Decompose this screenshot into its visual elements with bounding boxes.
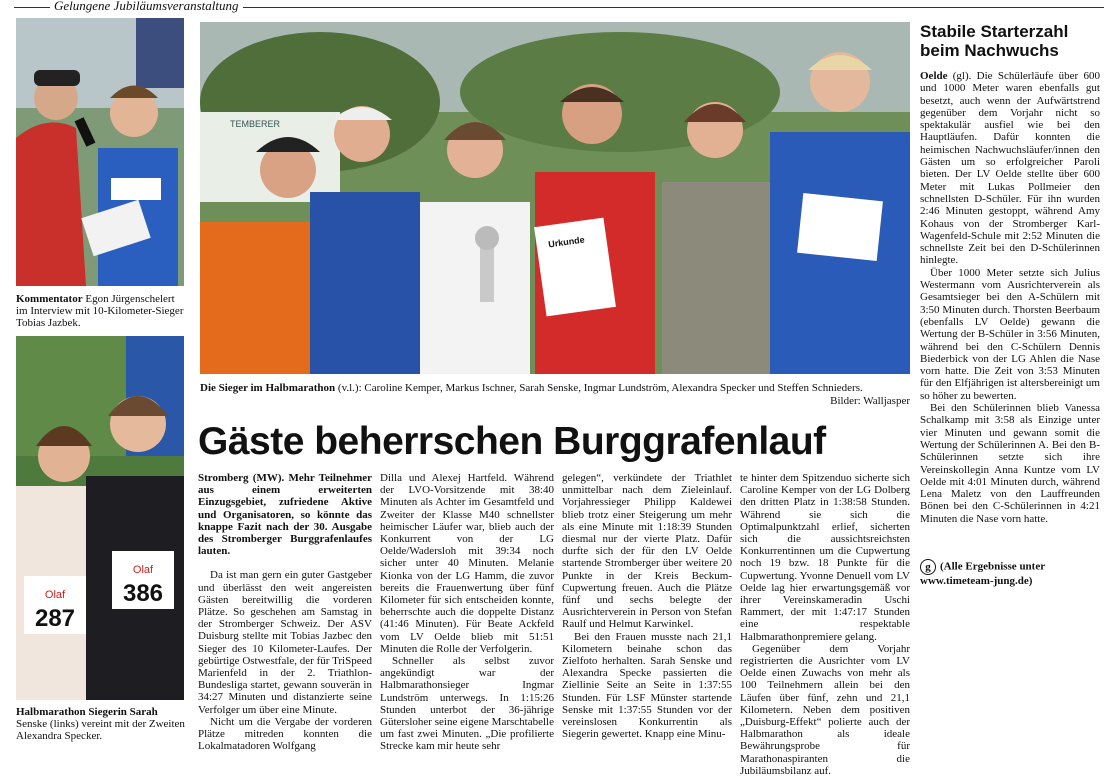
article-column-4 <box>740 472 910 777</box>
svg-text:Olaf: Olaf <box>132 564 154 576</box>
interview-caption-text: Egon Jürgenschelert im Interview mit 10-Kilometer-Sieger Tobias Jazbek. <box>16 293 184 329</box>
women-caption-label: Halbmarathon Siegerin Sarah <box>16 706 158 718</box>
interview-caption-label: Kommentator <box>16 293 83 305</box>
results-link-text: (Alle Ergebnisse unter www.timeteam-jung.de) <box>920 560 1045 587</box>
women-photo <box>16 336 184 700</box>
sidebar-paragraph <box>920 70 1100 267</box>
article-paragraph: gelegen“, verkündete der Triathlet unmittelbar nach dem Zieleinlauf. Vorjahressieger Philipp Kaldewei blieb trotz einer Steigerung um mehr als eine Minute mit 1:18:39 Stunden diesmal nur der vierte Platz. Dafür durfte sich der für den LV Oelde startende Stromberger über weitere 20 Punkte in der Kreis Beckum-Cupwertung freuen. Auch die Plätze fünf und sechs belegte der Ausrichterverein in Person von Stefan Raulf und Helmut Karwinkel. <box>562 472 732 631</box>
winners-caption-text: (v.l.): Caroline Kemper, Markus Ischner, Sarah Senske, Ingmar Lundström, Alexandra Specker und Steffen Schnieders. <box>335 382 863 394</box>
photo-credit: Bilder: Walljasper <box>830 395 910 407</box>
article-paragraph: te hinter dem Spitzenduo sicherte sich Caroline Kemper von der LG Dolberg den dritten Platz in 1:38:58 Stunden. Während sie sich die Optimalpunktzahl erlief, sicherten sich die aussichtsreichsten Konkurrentinnen um die Cupwertung noch 19 bzw. 18 Punkte für die Cupwertung. Yvonne Denuell vom LV Oelde lag hier erwartungsgemäß vor ihrer Vereinskameradin Uschi Rammert, der mit 1:47:17 Stunden eine respektable Halbmarathonpremiere gelang. <box>740 472 910 643</box>
interview-caption <box>16 293 186 329</box>
sidebar-paragraph-text: (gl). Die Schülerläufe über 600 und 1000 Meter waren ebenfalls gut besetzt, auch wenn der Aufwärtstrend gegenüber dem Vorjahr nicht so spektakulär ausfiel wie bei den Hauptläufen. Dafür konnten die heimischen Nachwuchsläufer/innen den Gästen um so erfolgreicher Paroli bieten. Der LV Oelde stellte über 600 Meter mit Lukas Pollmeier den schnellsten D-Schüler. Für ihn wurden 2:46 Minuten gestoppt, während Amy Kohaus von der Stromberger Karl-Wagenfeld-Schule mit 2:52 Minuten die schnellste Zeit bei den D-Schülerinnen hinlegte. <box>920 70 1100 267</box>
section-header <box>14 0 1108 14</box>
article-lead: Stromberg (MW). Mehr Teilnehmer aus einem erweiterten Einzugsgebiet, zufriedene Aktive und Organisatoren, so könnte das knappe Fazit nach der 30. Ausgabe des Stromberger Burggrafenlaufes lauten. <box>198 472 372 558</box>
article-paragraph: Schneller als selbst zuvor angekündigt war der Halbmarathonsieger Ingmar Lundström unterwegs. In 1:15:26 Stunden unterbot der 36-jährige Gütersloher seine eigene Marschtabelle um fast zwei Minuten. „Die profilierte Strecke kam mir heute sehr <box>380 655 554 753</box>
sidebar-paragraph: Über 1000 Meter setzte sich Julius Westermann vom Ausrichterverein als Gesamtsieger bei den A-Schülern mit 3:50 Minuten durch. Thorsten Beerbaum (ebenfalls LV Oelde) gewann die Wertung der B-Schüler in 3:56 Minuten, während bei den C-Schülern Dennis Biederbick von der LG Ahlen die Nase vorn hatte. Die Zeit von 3:53 Minuten für den Elfjährigen ist altersbereinigt um so höher zu bewerten. <box>920 266 1100 402</box>
winners-caption <box>200 382 910 394</box>
article-paragraph: Dilla und Alexej Hartfeld. Während der LVO-Vorsitzende mit 38:40 Minuten als Achter im Gesamtfeld und Zweiter der Klasse M40 schnellster heimischer Läufer war, blieb auch der Konkurrent von der LG Oelde/Wadersloh mit 39:34 noch sicher unter 40 Minuten. Melanie Kionka von der LG Hamm, die zuvor bereits die Frauenwertung über fünf Kilometer für sich entscheiden konnte, beherrschte auch die doppelte Distanz (41:46 Minuten). Für Beate Ackfeld vom LV Oelde blieb mit 51:51 Minuten die Rolle der Verfolgerin. <box>380 472 554 655</box>
banner-text: TEMBERER <box>230 119 281 129</box>
women-caption <box>16 706 188 742</box>
sidebar-paragraph: Bei den Schülerinnen blieb Vanessa Schalkamp mit 3:58 als Einzige unter vier Minuten und gewann somit die Wertung der Schülerinnen A. Bei den B-Schülerinnen setzte sich ihre Vereinskollegin Anna Kuntze vom LV Oelde mit 4:01 Minuten durch, während Lena Maletz von den Lauffreunden Bönen bei den C-Schülerinnen in 4:21 Minuten die Nase vorn hatte. <box>920 402 1100 525</box>
article-column-1 <box>198 472 372 752</box>
article-column-2 <box>380 472 554 753</box>
women-bib-2: 386 <box>122 580 164 607</box>
source-logo-icon: g <box>920 559 936 575</box>
article-paragraph: Da ist man gern ein guter Gastgeber und überlässt den weit angereisten Gästen bereitwillig die vorderen Plätze. So geschehen am Samstag in der Stromberger Schweiz. Der ASV Duisburg stellte mit Tobias Jazbec den Sieger des 10 Kilometer-Laufes. Der gebürtige Ostwestfale, der für TriSpeed Marienfeld in der 2. Triathlon-Bundesliga startet, gewann souverän in 34:27 Minuten und distanzierte seine Verfolger um über eine Minute. <box>198 569 372 716</box>
interview-photo <box>16 18 184 286</box>
sidebar-dateline: Oelde <box>920 70 948 82</box>
article-headline: Gäste beherrschen Burggrafenlauf <box>198 420 826 463</box>
women-caption-text: Senske (links) vereint mit der Zweiten Alexandra Specker. <box>16 718 185 742</box>
sidebar-text <box>920 70 1100 525</box>
article-paragraph: Gegenüber dem Vorjahr registrierten die Ausrichter vom LV Oelde einen Zuwachs von mehr als 100 Teilnehmern allein bei den Läufen über fünf, zehn und 21,1 Kilometern. Neben dem positiven „Duisburg-Effekt“ polierte auch der Halbmarathon als ideale Bewährungsprobe für Marathonaspiranten die Jubiläumsbilanz auf. <box>740 642 910 777</box>
svg-text:Olaf: Olaf <box>44 589 66 601</box>
article-column-3 <box>562 472 732 740</box>
sidebar-title: Stabile Starterzahl beim Nachwuchs <box>920 22 1069 60</box>
women-bib-1: 287 <box>34 605 76 632</box>
article-paragraph: Bei den Frauen musste nach 21,1 Kilometern beinahe schon das Zielfoto herhalten. Sarah Senske und Alexandra Specke passierten die Ziellinie Seite an Seite in 1:37:55 Stunden. Für LSF Münster startende Senske mit 1:37:55 Stunden vor der vereinslosen Konkurrentin als Siegerin gewertet. Knapp eine Minu- <box>562 630 732 741</box>
article-paragraph: Nicht um die Vergabe der vorderen Plätze mitreden konnten die Lokalmatadoren Wolfgang <box>198 715 372 753</box>
section-kicker: Gelungene Jubiläumsveranstaltung <box>50 0 243 14</box>
winners-photo <box>200 22 910 374</box>
results-note <box>920 559 1100 587</box>
winners-caption-label: Die Sieger im Halbmarathon <box>200 382 336 394</box>
urkunde-text: Urkunde <box>547 234 586 250</box>
